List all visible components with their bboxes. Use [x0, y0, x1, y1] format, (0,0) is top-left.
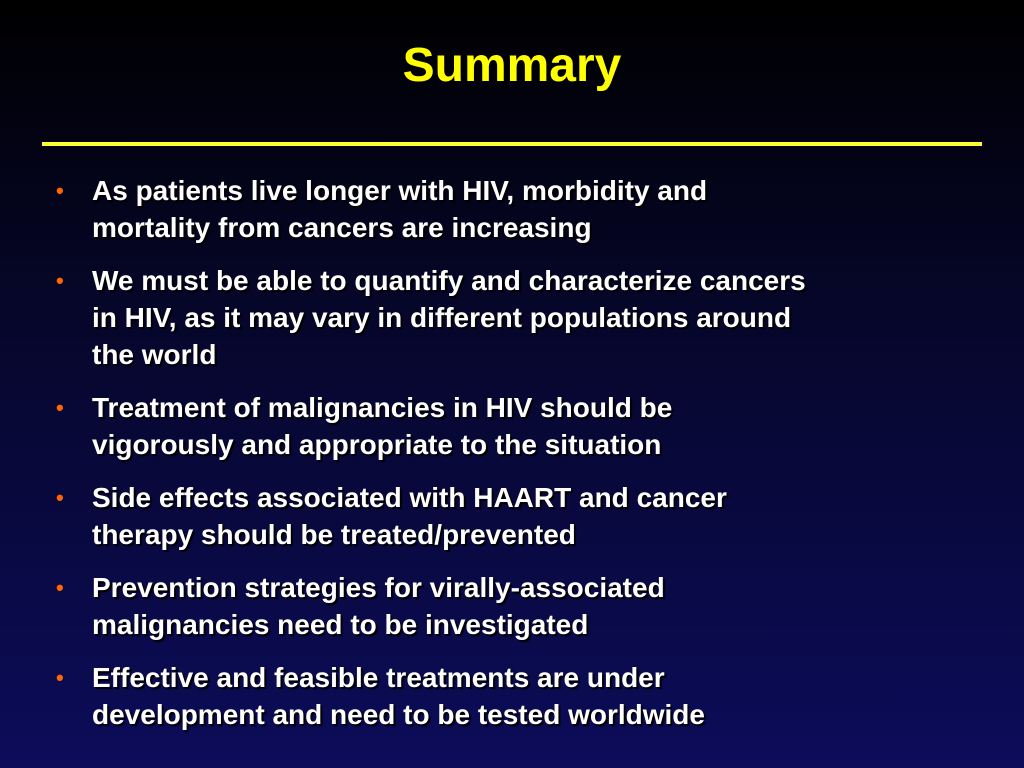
bullet-marker-icon: • [56, 665, 64, 690]
bullet-text-line: mortality from cancers are increasing [92, 212, 592, 243]
bullet-item [54, 479, 984, 553]
bullet-text-line: in HIV, as it may vary in different populations around [92, 302, 792, 333]
bullet-text-line: therapy should be treated/prevented [92, 519, 576, 550]
bullet-marker-icon: • [56, 178, 64, 203]
bullet-text-line: malignancies need to be investigated [92, 609, 589, 640]
bullet-marker-icon: • [56, 395, 64, 420]
bullet-item [54, 172, 984, 246]
title-divider [42, 142, 982, 146]
bullet-text-line: Prevention strategies for virally-associated [92, 572, 665, 603]
bullet-text-line: We must be able to quantify and characterize cancers [92, 265, 806, 296]
bullet-item [54, 262, 984, 373]
bullet-item [54, 659, 984, 733]
bullet-text-line: Treatment of malignancies in HIV should be [92, 392, 673, 423]
bullet-text-line: Side effects associated with HAART and cancer [92, 482, 727, 513]
bullet-marker-icon: • [56, 268, 64, 293]
bullet-text-line: As patients live longer with HIV, morbidity and [92, 175, 708, 206]
bullet-text-line: development and need to be tested worldwide [92, 699, 705, 730]
bullet-text-line: the world [92, 339, 217, 370]
bullet-text-line: Effective and feasible treatments are under [92, 662, 665, 693]
bullet-text-line: vigorously and appropriate to the situation [92, 429, 662, 460]
bullet-marker-icon: • [56, 575, 64, 600]
bullet-item [54, 389, 984, 463]
slide-title: Summary [402, 39, 622, 92]
bullet-item [54, 569, 984, 643]
bullet-marker-icon: • [56, 485, 64, 510]
bullet-list [54, 172, 984, 749]
